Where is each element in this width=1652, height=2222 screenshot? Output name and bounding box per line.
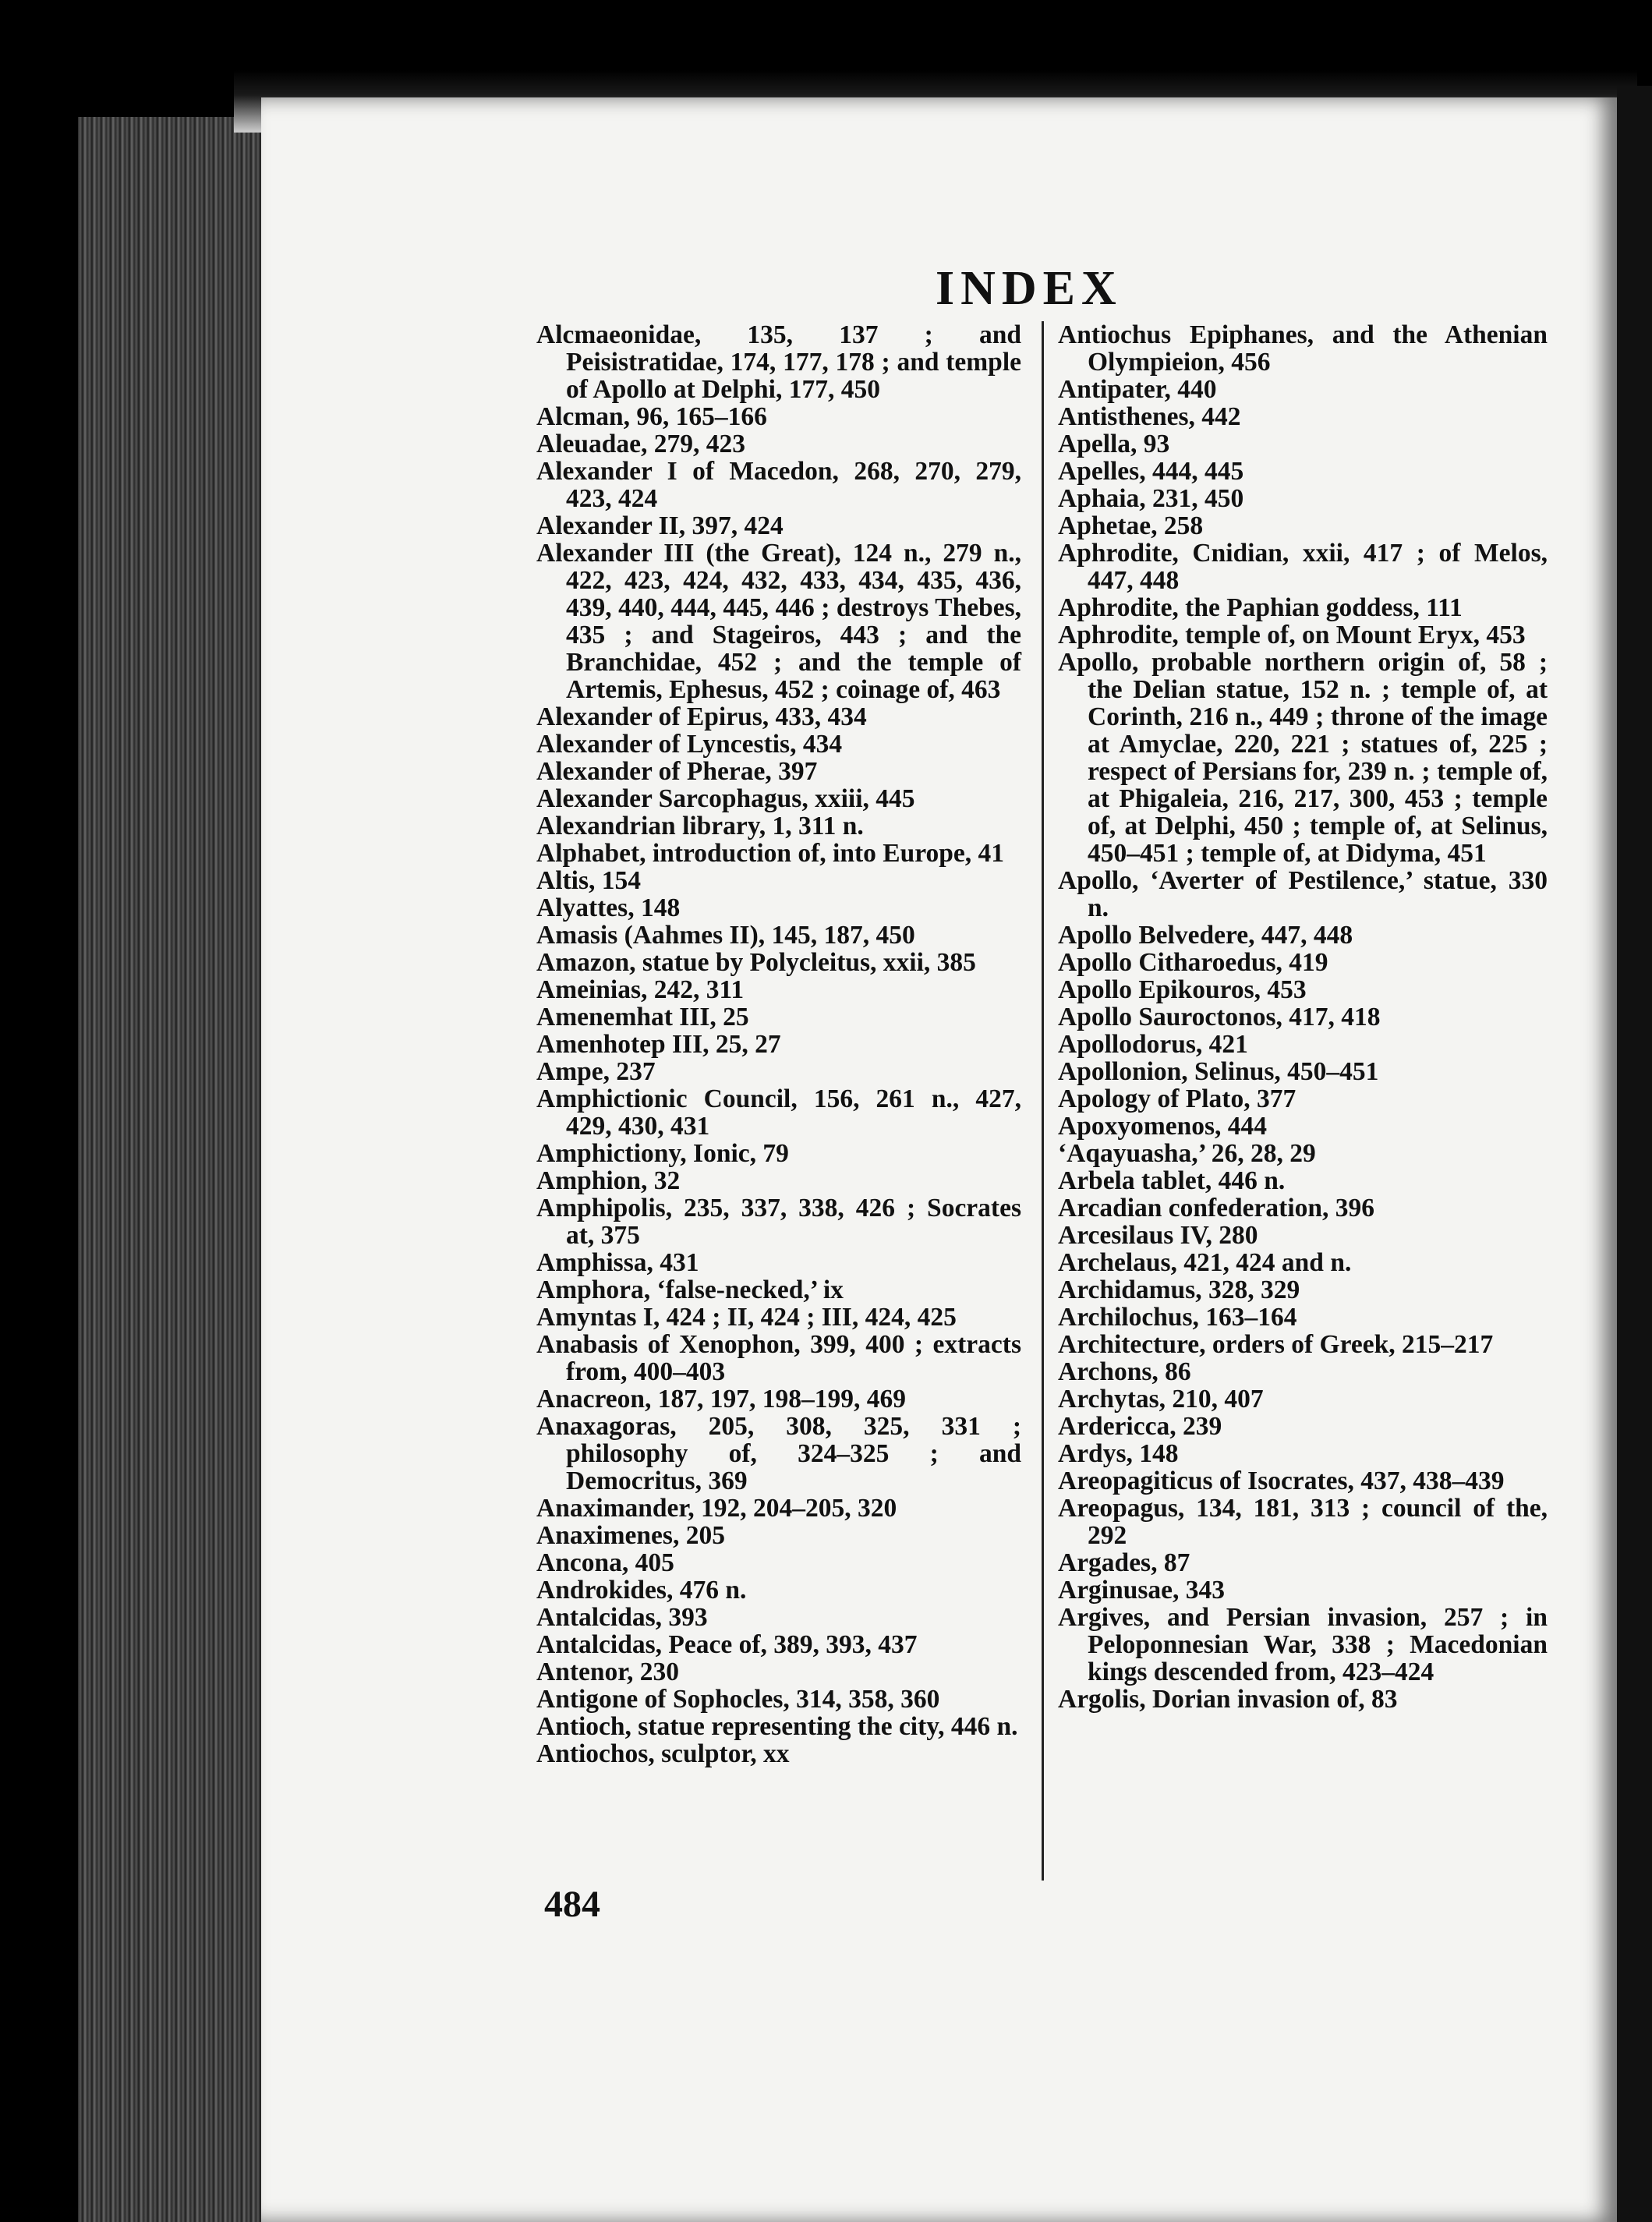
index-entry: Alexander of Pherae, 397 <box>536 757 818 786</box>
index-entry: Argades, 87 <box>1058 1548 1190 1577</box>
index-entry: Amphion, 32 <box>536 1166 681 1195</box>
index-entry: Anaxagoras, 205, 308, 325, 331 ; philosophy of, 324–325 ; and Democritus, 369 <box>536 1412 1021 1495</box>
index-entry: Architecture, orders of Greek, 215–217 <box>1058 1330 1494 1359</box>
index-entry: Alcmaeonidae, 135, 137 ; and Peisistratidae, 174, 177, 178 ; and temple of Apollo at Delphi, 177, 450 <box>536 320 1021 404</box>
index-entry: Alcman, 96, 165–166 <box>536 402 767 431</box>
index-entry: Alexandrian library, 1, 311 n. <box>536 812 864 840</box>
index-column-right <box>1058 321 1548 1713</box>
index-entry: Anabasis of Xenophon, 399, 400 ; extracts from, 400–403 <box>536 1330 1021 1386</box>
index-entry: Apollo, probable northern origin of, 58 ; the Delian statue, 152 n. ; temple of, at Corinth, 216 n., 449 ; throne of the image at Amyclae, 220, 221 ; statues of, 225 ; respect of Persians for, 239 n. ; temple of, at Phigaleia, 216, 217, 300, 453 ; temple of, at Delphi, 450 ; temple of, at Selinus, 450–451 ; temple of, at Didyma, 451 <box>1058 648 1548 868</box>
index-entry: Alyattes, 148 <box>536 893 681 922</box>
index-entry: Amphora, ‘false-necked,’ ix <box>536 1276 844 1304</box>
index-entry: Apollo Belvedere, 447, 448 <box>1058 921 1353 950</box>
page-title: INDEX <box>936 262 1123 315</box>
index-entry: Apollo, ‘Averter of Pestilence,’ statue, 330 n. <box>1058 866 1548 922</box>
index-entry: Aphaia, 231, 450 <box>1058 484 1244 513</box>
index-entry: Alexander III (the Great), 124 n., 279 n., 422, 423, 424, 432, 433, 434, 435, 436, 439, 440, 444, 445, 446 ; destroys Thebes, 435 ; and Stageiros, 443 ; and the Branchidae, 452 ; and the temple of Artemis, Ephesus, 452 ; coinage of, 463 <box>536 539 1021 704</box>
index-entry: Argives, and Persian invasion, 257 ; in Peloponnesian War, 338 ; Macedonian kings descended from, 423–424 <box>1058 1603 1548 1686</box>
index-entry: Arbela tablet, 446 n. <box>1058 1166 1286 1195</box>
index-entry: Aphrodite, temple of, on Mount Eryx, 453 <box>1058 621 1526 649</box>
index-entry: Antioch, statue representing the city, 446 n. <box>536 1712 1018 1741</box>
index-entry: Ampe, 237 <box>536 1057 656 1086</box>
index-entry: Archilochus, 163–164 <box>1058 1303 1297 1332</box>
index-entry: Amphipolis, 235, 337, 338, 426 ; Socrates at, 375 <box>536 1194 1021 1250</box>
index-entry: Argolis, Dorian invasion of, 83 <box>1058 1685 1398 1714</box>
page-number: 484 <box>544 1884 600 1925</box>
index-entry: Amasis (Aahmes II), 145, 187, 450 <box>536 921 915 950</box>
index-entry: Apoxyomenos, 444 <box>1058 1112 1268 1141</box>
index-entry: Alexander II, 397, 424 <box>536 511 784 540</box>
index-entry: Apella, 93 <box>1058 430 1170 458</box>
column-divider <box>1042 321 1044 1881</box>
index-entry: Altis, 154 <box>536 866 641 895</box>
index-entry: Antiochus Epiphanes, and the Athenian Olympieion, 456 <box>1058 320 1548 377</box>
index-entry: Arcadian confederation, 396 <box>1058 1194 1375 1222</box>
index-entry: Antigone of Sophocles, 314, 358, 360 <box>536 1685 940 1714</box>
index-entry: Aphrodite, the Paphian goddess, 111 <box>1058 593 1463 622</box>
index-entry: Ameinias, 242, 311 <box>536 975 745 1004</box>
index-entry: Arginusae, 343 <box>1058 1576 1226 1605</box>
index-entry: Archelaus, 421, 424 and n. <box>1058 1248 1352 1277</box>
index-entry: Alexander of Epirus, 433, 434 <box>536 702 867 731</box>
index-entry: Ardys, 148 <box>1058 1439 1179 1468</box>
index-entry: Aleuadae, 279, 423 <box>536 430 745 458</box>
index-entry: Apollodorus, 421 <box>1058 1030 1248 1059</box>
right-page-edge <box>1617 86 1652 2222</box>
index-entry: Antipater, 440 <box>1058 375 1217 404</box>
index-entry: Amphictiony, Ionic, 79 <box>536 1139 789 1168</box>
index-entry: Areopagiticus of Isocrates, 437, 438–439 <box>1058 1467 1505 1495</box>
index-entry: Alphabet, introduction of, into Europe, 41 <box>536 839 1004 868</box>
index-entry: Aphrodite, Cnidian, xxii, 417 ; of Melos, 447, 448 <box>1058 539 1548 595</box>
index-entry: Apelles, 444, 445 <box>1058 457 1244 486</box>
index-entry: Alexander Sarcophagus, xxiii, 445 <box>536 784 915 813</box>
index-entry: Antalcidas, 393 <box>536 1603 708 1632</box>
index-entry: Aphetae, 258 <box>1058 511 1204 540</box>
index-entry: Apollo Epikouros, 453 <box>1058 975 1307 1004</box>
index-entry: Apollo Sauroctonos, 417, 418 <box>1058 1003 1381 1031</box>
index-entry: Amphissa, 431 <box>536 1248 699 1277</box>
index-entry: Anaximander, 192, 204–205, 320 <box>536 1494 897 1523</box>
index-column-left <box>536 321 1021 1767</box>
index-entry: Apollonion, Selinus, 450–451 <box>1058 1057 1379 1086</box>
index-entry: Amenhotep III, 25, 27 <box>536 1030 781 1059</box>
index-entry: Archidamus, 328, 329 <box>1058 1276 1300 1304</box>
index-entry: Amphictionic Council, 156, 261 n., 427, 429, 430, 431 <box>536 1084 1021 1141</box>
index-entry: Areopagus, 134, 181, 313 ; council of the, 292 <box>1058 1494 1548 1550</box>
index-entry: Apollo Citharoedus, 419 <box>1058 948 1328 977</box>
index-entry: Antiochos, sculptor, xx <box>536 1739 790 1768</box>
index-entry: Antisthenes, 442 <box>1058 402 1241 431</box>
index-entry: Alexander of Lyncestis, 434 <box>536 730 843 759</box>
index-entry: Archons, 86 <box>1058 1357 1191 1386</box>
index-entry: ‘Aqayuasha,’ 26, 28, 29 <box>1058 1139 1316 1168</box>
index-entry: Alexander I of Macedon, 268, 270, 279, 423, 424 <box>536 457 1021 513</box>
index-entry: Ancona, 405 <box>536 1548 674 1577</box>
index-entry: Amazon, statue by Polycleitus, xxii, 385 <box>536 948 976 977</box>
index-entry: Archytas, 210, 407 <box>1058 1385 1264 1414</box>
index-entry: Amenemhat III, 25 <box>536 1003 749 1031</box>
index-entry: Amyntas I, 424 ; II, 424 ; III, 424, 425 <box>536 1303 957 1332</box>
index-entry: Ardericca, 239 <box>1058 1412 1222 1441</box>
index-entry: Arcesilaus IV, 280 <box>1058 1221 1258 1250</box>
index-entry: Androkides, 476 n. <box>536 1576 747 1605</box>
book-edge <box>78 117 265 2222</box>
index-entry: Antenor, 230 <box>536 1658 680 1686</box>
index-entry: Anacreon, 187, 197, 198–199, 469 <box>536 1385 906 1414</box>
index-entry: Antalcidas, Peace of, 389, 393, 437 <box>536 1630 918 1659</box>
index-entry: Anaximenes, 205 <box>536 1521 725 1550</box>
index-entry: Apology of Plato, 377 <box>1058 1084 1296 1113</box>
